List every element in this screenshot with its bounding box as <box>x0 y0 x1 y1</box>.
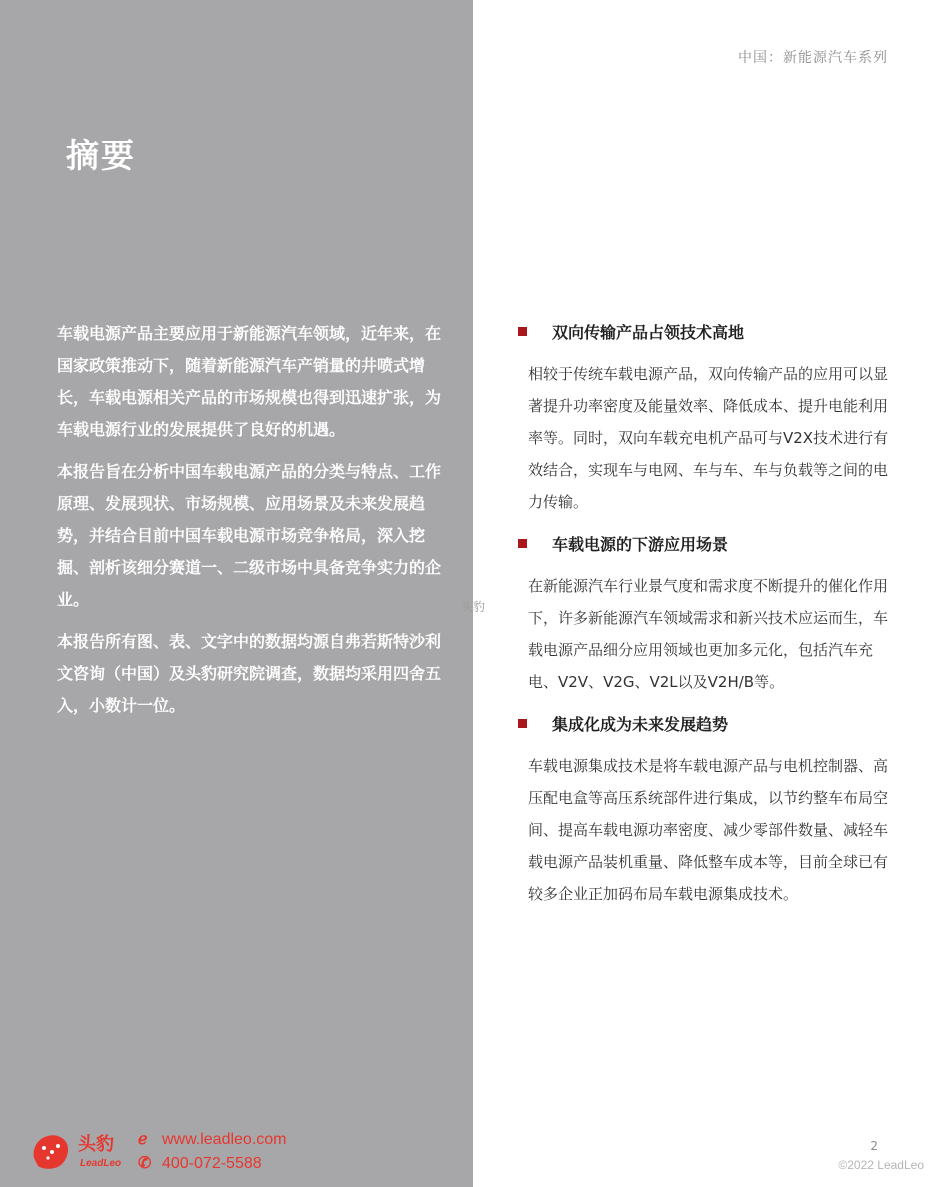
finding-heading-text: 双向传输产品占领技术高地 <box>552 322 745 342</box>
logo-subtext: LeadLeo <box>80 1158 122 1169</box>
phone-row <box>138 1152 287 1176</box>
summary-paragraph-2: 本报告旨在分析中国车载电源产品的分类与特点、工作原理、发展现状、市场规模、应用场景及未来发展趋势，并结合目前中国车载电源市场竞争格局，深入挖掘、剖析该细分赛道一、二级市场中具备竞争实力的企业。 <box>57 462 442 609</box>
key-findings <box>518 318 898 922</box>
square-bullet-icon <box>518 539 527 548</box>
square-bullet-icon <box>518 719 527 728</box>
logo-text: 头豹 <box>78 1134 114 1155</box>
finding-section-1 <box>518 318 898 518</box>
summary-body <box>57 318 447 732</box>
finding-heading-text: 集成化成为未来发展趋势 <box>552 714 729 734</box>
finding-heading-1 <box>518 318 898 344</box>
page-number: 2 <box>870 1139 878 1153</box>
finding-heading-3 <box>518 710 898 736</box>
phone-icon: ✆ <box>138 1155 152 1172</box>
summary-paragraph-1: 车载电源产品主要应用于新能源汽车领域，近年来，在国家政策推动下，随着新能源汽车产销量的井喷式增长，车载电源相关产品的市场规模也得到迅速扩张，为车载电源行业的发展提供了良好的机遇。 <box>57 324 442 439</box>
website-row <box>138 1128 287 1152</box>
summary-paragraph-3: 本报告所有图、表、文字中的数据均源自弗若斯特沙利文咨询（中国）及头豹研究院调查，数据均采用四舍五入，小数计一位。 <box>57 632 442 715</box>
page-title: 摘要 <box>66 136 136 175</box>
finding-section-3 <box>518 710 898 910</box>
square-bullet-icon <box>518 327 527 336</box>
copyright: ©2022 LeadLeo <box>838 1158 924 1172</box>
leopard-head-icon <box>30 1128 130 1172</box>
finding-section-2 <box>518 530 898 698</box>
finding-text-1: 相较于传统车载电源产品，双向传输产品的应用可以显著提升功率密度及能量效率、降低成本、提升电能利用率等。同时，双向车载充电机产品可与V2X技术进行有效结合，实现车与电网、车与车、车与负载等之间的电力传输。 <box>528 365 889 511</box>
summary-panel <box>0 0 473 1187</box>
e-icon: ℯ <box>138 1131 148 1148</box>
watermark: 头豹 <box>461 600 486 614</box>
website-link[interactable]: www.leadleo.com <box>162 1131 287 1148</box>
finding-heading-text: 车载电源的下游应用场景 <box>552 534 729 554</box>
series-header: 中国：新能源汽车系列 <box>738 50 888 66</box>
finding-text-3: 车载电源集成技术是将车载电源产品与电机控制器、高压配电盒等高压系统部件进行集成，以节约整车布局空间、提高车载电源功率密度、减少零部件数量、减轻车载电源产品装机重量、降低整车成本等，目前全球已有较多企业正加码布局车载电源集成技术。 <box>528 757 889 903</box>
footer-contact <box>138 1128 287 1176</box>
phone-number: 400-072-5588 <box>162 1155 262 1172</box>
finding-text-2: 在新能源汽车行业景气度和需求度不断提升的催化作用下，许多新能源汽车领域需求和新兴技术应运而生，车载电源产品细分应用领域也更加多元化，包括汽车充电、V2V、V2G、V2L以及V2H/B等。 <box>528 577 889 691</box>
leadleo-logo <box>30 1128 130 1172</box>
finding-heading-2 <box>518 530 898 556</box>
